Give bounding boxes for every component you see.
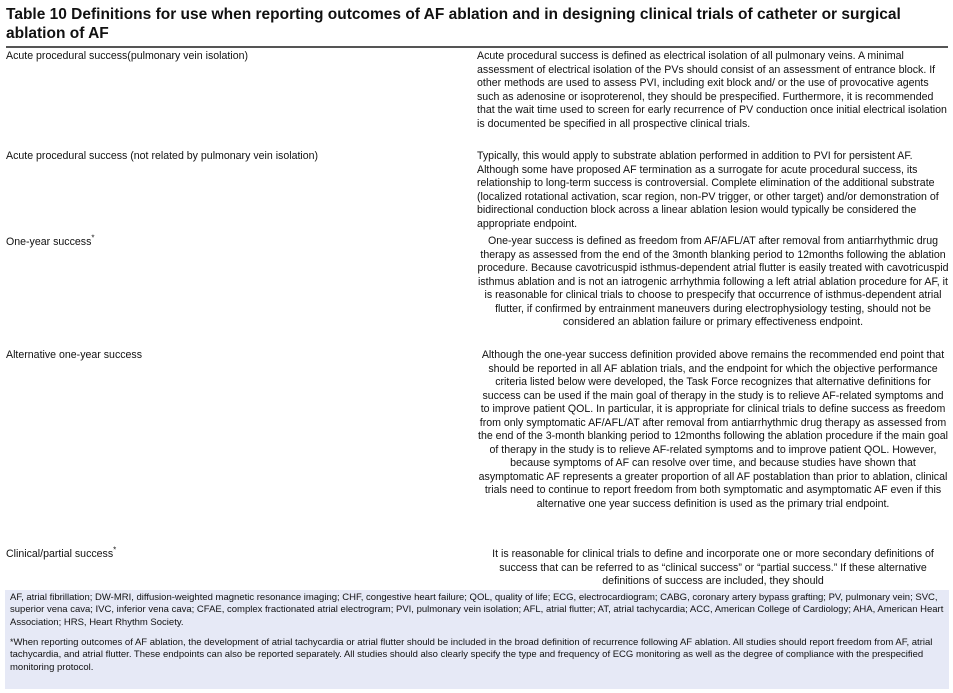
footnote-marker: * bbox=[10, 637, 14, 647]
term-label: Alternative one-year success bbox=[6, 349, 143, 361]
definition-acute-procedural-success-non-pvi: Typically, this would apply to substrate ablation performed in addition to PVI for persistent AF. Although some have proposed AF termination as a surrogate for acute procedural success, its relationship to long-term success is controversial. Complete elimination of the additional substrate (localized rotational activation, scar region, non-PV trigger, or other target) and/or demonstration of bidirectional conduction block across a linear ablation lesion would typically be considered the appropriate endpoint. bbox=[477, 150, 939, 230]
term-label: Acute procedural success(pulmonary vein isolation) bbox=[6, 50, 249, 62]
definition-one-year-success: One-year success is defined as freedom from AF/AFL/AT after removal from antiarrhythmic drug therapy as assessed from the end of the 3month blanking period to 12months following the ablation procedure. Because cavotricuspid isthmus-dependent atrial flutter is easily treated with cavotricuspid isthmus ablation and is not an iatrogenic arrhythmia following a left atrial ablation procedure for AF, it is reasonable for clinical trials to choose to prespecify that occurrence of isthmus-dependent atrial flutter, if confirmed by entrainment maneuvers during electrophysiology testing, should not be considered an ablation failure or primary effectiveness endpoint. bbox=[477, 235, 949, 328]
definition-acute-procedural-success-pvi: Acute procedural success is defined as electrical isolation of all pulmonary veins. A minimal assessment of electrical isolation of the PVs should consist of an assessment of entrance block. If other methods are used to assess PVI, including exit block and/ or the use of provocative agents such as adenosine or isoproterenol, they should be prespecified. Furthermore, it is recommended that the wait time used to screen for early recurrence of PV conduction once initial electrical isolation is documented be specified in all prospective clinical trials. bbox=[477, 50, 947, 130]
term-label: One-year success bbox=[6, 236, 92, 248]
term-clinical-partial-success bbox=[6, 545, 466, 562]
asterisk-footnote bbox=[10, 636, 946, 674]
definition-alternative-one-year-success: Although the one-year success definition provided above remains the recommended end point that should be reported in all AF ablation trials, and the endpoint for which the objective performance criteria listed below were developed, the Task Force recognizes that alternative definitions for success can be used if the main goal of therapy in the study is to relieve AF-related symptoms and to improve patient QOL. In particular, it is appropriate for clinical trials to define success as freedom from only symptomatic AF/AFL/AT after removal from antiarrhythmic drug therapy as assessed from the end of the 3-month blanking period to 12months following the ablation procedure if the main goal of therapy in the study is to relieve AF-related symptoms and to improve patient QOL. However, because symptoms of AF can resolve over time, and because studies have shown that asymptomatic AF represents a greater proportion of all AF postablation than prior to ablation, clinical trials need to continue to report freedom from both symptomatic and asymptomatic AF even if this alternative one year success definition is used as the primary trial endpoint. bbox=[478, 349, 948, 510]
term-label: Clinical/partial success bbox=[6, 548, 114, 560]
term-label: Acute procedural success (not related by pulmonary vein isolation) bbox=[6, 150, 319, 162]
header-rule bbox=[6, 46, 948, 48]
term-alternative-one-year-success bbox=[6, 349, 466, 363]
footnote-marker: * bbox=[113, 545, 117, 555]
abbreviations-footnote: AF, atrial fibrillation; DW-MRI, diffusion-weighted magnetic resonance imaging; CHF, congestive heart failure; QOL, quality of life; ECG, electrocardiogram; CABG, coronary artery bypass grafting; PV, pulmonary vein; SVC, superior vena cava; IVC, inferior vena cava; CFAE, complex fractionated atrial electrogram; PVI, pulmonary vein isolation; AFL, atrial flutter; AT, atrial tachycardia; ACC, American College of Cardiology; AHA, American Heart Association; HRS, Heart Rhythm Society. bbox=[10, 592, 944, 628]
term-one-year-success bbox=[6, 233, 466, 250]
term-acute-procedural-success-non-pvi bbox=[6, 150, 466, 164]
table-title: Table 10 Definitions for use when reporting outcomes of AF ablation and in designing clinical trials of catheter or surgical ablation of AF bbox=[6, 6, 901, 42]
term-acute-procedural-success-pvi bbox=[6, 50, 466, 64]
footnote-note-text: When reporting outcomes of AF ablation, the development of atrial tachycardia or atrial flutter should be included in the broad definition of recurrence following AF ablation. All studies should report freedom from AF, atrial tachycardia, and atrial flutter. These endpoints can also be reported separately. All studies should also clearly specify the type and frequency of ECG monitoring as well as the degree of compliance with the prespecified monitoring protocol. bbox=[10, 637, 933, 673]
definition-clinical-partial-success: It is reasonable for clinical trials to define and incorporate one or more secondary definitions of success that can be referred to as “clinical success” or “partial success.” If these alternative definitions of success are included, they should bbox=[492, 548, 934, 587]
footnote-marker: * bbox=[91, 233, 95, 243]
